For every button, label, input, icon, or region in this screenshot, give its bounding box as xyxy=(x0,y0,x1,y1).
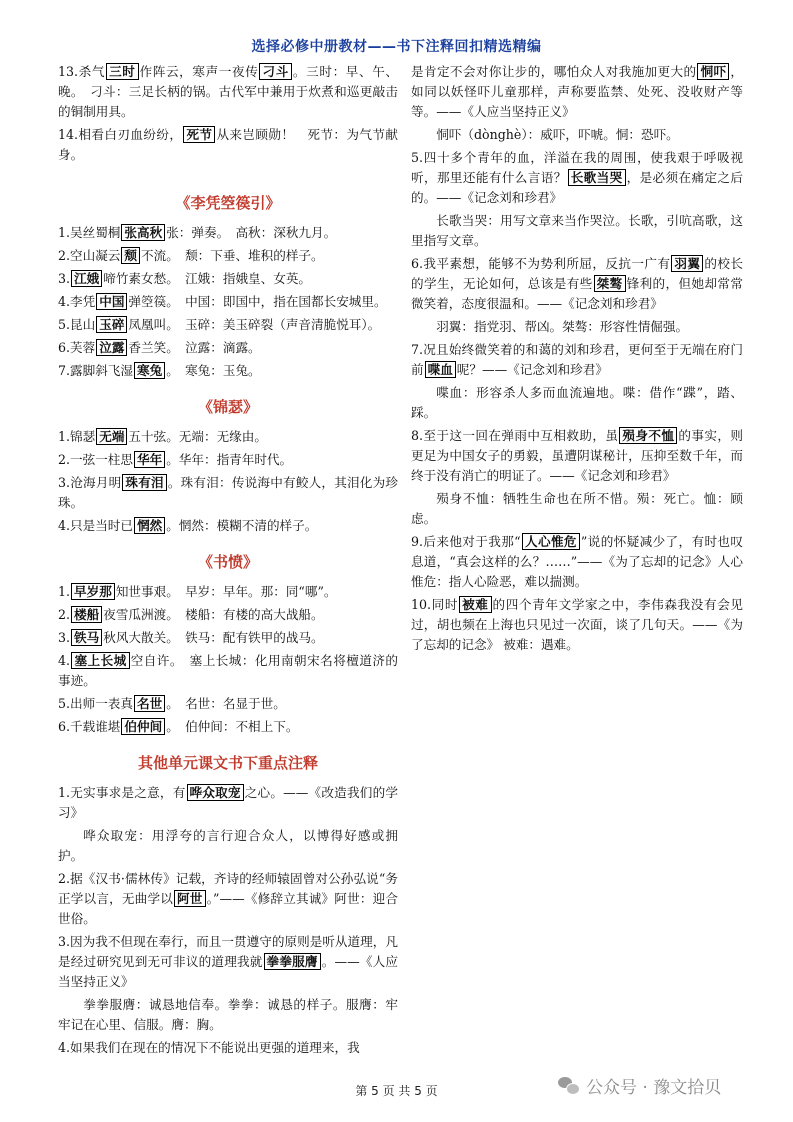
text-segment: 5.出师一表真 xyxy=(58,696,133,711)
text-segment: 2.空山凝云 xyxy=(58,248,121,263)
boxed-keyword: 玉碎 xyxy=(96,316,127,333)
text-segment: 3. xyxy=(58,271,71,286)
right-column xyxy=(411,62,743,658)
text-segment: 2. xyxy=(58,607,71,622)
annotation-note xyxy=(411,211,743,251)
boxed-keyword: 中国 xyxy=(96,293,127,310)
annotation-item xyxy=(411,595,743,655)
text-segment: 9.后来他对于我那“ xyxy=(411,534,521,549)
annotation-item xyxy=(58,605,398,625)
boxed-keyword: 哗众取宠 xyxy=(187,784,244,801)
boxed-keyword: 拳拳服膺 xyxy=(264,953,321,970)
text-segment: 呢？——《记念刘和珍君》 xyxy=(456,362,608,377)
text-segment: 4.如果我们在现在的情况下不能说出更强的道理来，我 xyxy=(58,1040,360,1055)
text-segment: 6.千载谁堪 xyxy=(58,719,121,734)
boxed-keyword: 塞上长城 xyxy=(71,652,130,669)
annotation-item xyxy=(58,62,398,122)
text-segment: 2.一弦一柱思 xyxy=(58,452,133,467)
text-segment: 4.李凭 xyxy=(58,294,96,309)
text-segment: 空自许。 塞上长城：化用南朝宋名将檀道济的事迹。 xyxy=(58,653,399,688)
text-segment: 。 伯仲间：不相上下。 xyxy=(166,719,299,734)
text-segment: 1.锦瑟 xyxy=(58,429,96,444)
annotation-item xyxy=(58,628,398,648)
section-title: 其他单元课文书下重点注释 xyxy=(137,754,318,772)
text-segment: 6.芙蓉 xyxy=(58,340,96,355)
annotation-item xyxy=(58,450,398,470)
annotation-note xyxy=(411,489,743,529)
boxed-keyword: 铁马 xyxy=(71,629,102,646)
section-title: 《李凭箜篌引》 xyxy=(175,194,281,212)
text-segment: 。 寒兔：玉兔。 xyxy=(166,363,261,378)
annotation-note xyxy=(411,317,743,337)
text-segment: 的四个青年文学家之中，李伟森我没有会见过，胡也频在上海也只见过一次面，谈了几句天。——《为了忘却的记念》 被难：遇难。 xyxy=(411,597,744,652)
boxed-keyword: 早岁那 xyxy=(71,583,115,600)
annotation-item xyxy=(411,148,743,208)
annotation-item xyxy=(58,269,398,289)
text-segment: 13.杀气 xyxy=(58,64,106,79)
annotation-note xyxy=(58,995,398,1035)
annotation-item xyxy=(58,427,398,447)
text-segment: 羽翼：指党羽、帮凶。桀骜：形容性情倔强。 xyxy=(436,319,689,334)
text-segment: 恫吓（dònghè）：威吓，吓唬。恫：恐吓。 xyxy=(436,127,679,142)
left-column xyxy=(58,62,398,1061)
annotation-note xyxy=(411,383,743,423)
text-segment: 秋风大散关。 铁马：配有铁甲的战马。 xyxy=(103,630,324,645)
text-segment: 香兰笑。 泣露：滴露。 xyxy=(128,340,261,355)
text-segment: 的事实，则更足为中国女子的勇毅，虽遭阴谋秘计，压抑至数千年，而终于没有消亡的明证了。——《记念刘和珍君》 xyxy=(411,428,743,483)
boxed-keyword: 桀骜 xyxy=(594,275,626,292)
boxed-keyword: 殒身不恤 xyxy=(619,427,677,444)
boxed-keyword: 名世 xyxy=(134,695,165,712)
text-segment: 8.至于这一回在弹雨中互相救助，虽 xyxy=(411,428,619,443)
annotation-item xyxy=(411,62,743,122)
text-segment: 4. xyxy=(58,653,71,668)
boxed-keyword: 珠有泪 xyxy=(122,474,166,491)
boxed-keyword: 羽翼 xyxy=(671,255,703,272)
text-segment: 。华年：指青年时代。 xyxy=(166,452,293,467)
annotation-item xyxy=(411,532,743,592)
text-segment: 7.况且始终微笑着的和蔼的刘和珍君，更何至于无端在府门前 xyxy=(411,342,743,377)
annotation-item xyxy=(411,426,743,486)
text-segment: 。”——《修辞立其诚》阿世：迎合世俗。 xyxy=(58,891,399,926)
text-segment: 10.同时 xyxy=(411,597,459,612)
annotation-item xyxy=(411,254,743,314)
text-segment: 凤凰叫。 玉碎：美玉碎裂（声音清脆悦耳）。 xyxy=(128,317,381,332)
annotation-item xyxy=(58,651,398,691)
text-segment: 张：弹奏。 高秋：深秋九月。 xyxy=(166,225,337,240)
text-segment: ”说的怀疑减少了，有时也叹息道，“真会这样的么？……”——《为了忘却的记念》人心惟危：指人心险恶，难以揣测。 xyxy=(411,534,743,589)
boxed-keyword: 颓 xyxy=(121,247,140,264)
boxed-keyword: 三时 xyxy=(106,63,138,80)
boxed-keyword: 喋血 xyxy=(425,361,456,378)
boxed-keyword: 被难 xyxy=(459,596,491,613)
annotation-item xyxy=(58,473,398,513)
text-segment: 之心。——《改造我们的学习》 xyxy=(58,785,398,820)
text-segment: ，是必须在痛定之后的。——《记念刘和珍君》 xyxy=(411,170,744,205)
boxed-keyword: 死节 xyxy=(183,126,215,143)
boxed-keyword: 楼船 xyxy=(71,606,102,623)
text-segment: 五十弦。无端：无缘由。 xyxy=(128,429,267,444)
text-segment: 7.露脚斜飞湿 xyxy=(58,363,133,378)
watermark-text: 公众号 · 豫文拾贝 xyxy=(586,1078,722,1098)
text-segment: 6.我平素想，能够不为势利所屈，反抗一广有 xyxy=(411,256,671,271)
annotation-item xyxy=(58,783,398,823)
text-segment: 哗众取宠：用浮夸的言行迎合众人，以博得好感或拥护。 xyxy=(58,828,398,863)
text-segment: 。——《人应当坚持正义》 xyxy=(58,954,399,989)
annotation-note xyxy=(58,826,398,866)
text-segment: 。 名世：名显于世。 xyxy=(166,696,286,711)
text-segment: 长歌当哭：用写文章来当作哭泣。长歌，引吭高歌，这里指写文章。 xyxy=(411,213,743,248)
section-title: 《书愤》 xyxy=(197,553,258,571)
annotation-item xyxy=(58,717,398,737)
text-segment: 的校长的学生，无论如何，总该是有些 xyxy=(411,256,743,291)
text-segment: 夜雪瓜洲渡。 楼船：有楼的高大战船。 xyxy=(103,607,324,622)
text-segment: 3. xyxy=(58,630,71,645)
annotation-item xyxy=(58,582,398,602)
text-segment: 不流。 颓：下垂、堆积的样子。 xyxy=(141,248,324,263)
text-segment: 喋血：形容杀人多而血流遍地。喋：借作“蹀”，踏、踩。 xyxy=(411,385,743,420)
boxed-keyword: 伯仲间 xyxy=(121,718,165,735)
annotation-item xyxy=(58,361,398,381)
boxed-keyword: 张高秋 xyxy=(121,224,165,241)
boxed-keyword: 阿世 xyxy=(174,890,206,907)
annotation-item xyxy=(58,338,398,358)
annotation-item xyxy=(58,246,398,266)
boxed-keyword: 江娥 xyxy=(71,270,102,287)
boxed-keyword: 惘然 xyxy=(134,517,165,534)
annotation-item xyxy=(58,694,398,714)
section-title: 《锦瑟》 xyxy=(197,398,258,416)
text-segment: 3.因为我不但现在奉行，而且一贯遵守的原则是听从道理，凡是经过研究见到无可非议的道理我就 xyxy=(58,934,398,969)
text-segment: 从来岂顾勋！ 死节：为气节献身。 xyxy=(58,127,399,162)
boxed-keyword: 泣露 xyxy=(96,339,127,356)
text-segment: 1. xyxy=(58,584,71,599)
wechat-icon xyxy=(558,1077,580,1095)
text-segment: 拳拳服膺：诚恳地信奉。拳拳：诚恳的样子。服膺：牢牢记在心里、信服。膺：胸。 xyxy=(58,997,398,1032)
boxed-keyword: 恫吓 xyxy=(697,63,729,80)
text-segment: 。惘然：模糊不清的样子。 xyxy=(166,518,318,533)
text-segment: 。珠有泪：传说海中有鲛人，其泪化为珍珠。 xyxy=(58,475,399,510)
text-segment: 作阵云，寒声一夜传 xyxy=(139,64,259,79)
page-header: 选择必修中册教材——书下注释回扣精选精编 xyxy=(251,39,542,55)
annotation-note xyxy=(411,125,743,145)
annotation-item xyxy=(58,315,398,335)
boxed-keyword: 人心惟危 xyxy=(522,533,580,550)
text-segment: 3.沧海月明 xyxy=(58,475,122,490)
text-segment: 14.相看白刃血纷纷， xyxy=(58,127,183,142)
page-footer: 第 5 页 共 5 页 xyxy=(355,1084,438,1098)
annotation-item xyxy=(411,340,743,380)
annotation-item xyxy=(58,869,398,929)
annotation-item xyxy=(58,516,398,536)
text-segment: 5.四十多个青年的血，洋溢在我的周围，使我艰于呼吸视听，那里还能有什么言语？ xyxy=(411,150,743,185)
boxed-keyword: 华年 xyxy=(134,451,165,468)
annotation-item xyxy=(58,1038,398,1058)
text-segment: 知世事艰。 早岁：早年。那：同“哪”。 xyxy=(115,584,337,599)
text-segment: 是肯定不会对你让步的，哪怕众人对我施加更大的 xyxy=(411,64,697,79)
text-segment: 弹箜篌。 中国：即国中，指在国都长安城里。 xyxy=(128,294,387,309)
text-segment: 5.昆山 xyxy=(58,317,96,332)
annotation-item xyxy=(58,292,398,312)
text-segment: 锋利的，但她却常常微笑着，态度很温和。——《记念刘和珍君》 xyxy=(411,276,744,311)
annotation-item xyxy=(58,932,398,992)
text-segment: 。三时：早、午、晚。 刁斗：三足长柄的锅。古代军中兼用于炊煮和巡更敲击的铜制用具。 xyxy=(58,64,399,119)
boxed-keyword: 无端 xyxy=(96,428,127,445)
boxed-keyword: 长歌当哭 xyxy=(568,169,626,186)
annotation-item xyxy=(58,223,398,243)
boxed-keyword: 寒兔 xyxy=(134,362,165,379)
text-segment: 4.只是当时已 xyxy=(58,518,133,533)
boxed-keyword: 刁斗 xyxy=(259,63,291,80)
wechat-watermark xyxy=(558,1073,721,1098)
text-segment: 1.无实事求是之意，有 xyxy=(58,785,186,800)
text-segment: ，如同以妖怪吓儿童那样，声称要监禁、处死、没收财产等等。——《人应当坚持正义》 xyxy=(411,64,744,119)
text-segment: 殒身不恤：牺牲生命也在所不惜。殒：死亡。恤：顾虑。 xyxy=(411,491,743,526)
text-segment: 1.吴丝蜀桐 xyxy=(58,225,121,240)
text-segment: 2.据《汉书·儒林传》记载，齐诗的经师辕固曾对公孙弘说“务正学以言，无曲学以 xyxy=(58,871,398,906)
text-segment: 啼竹素女愁。 江娥：指娥皇、女英。 xyxy=(103,271,312,286)
annotation-item xyxy=(58,125,398,165)
